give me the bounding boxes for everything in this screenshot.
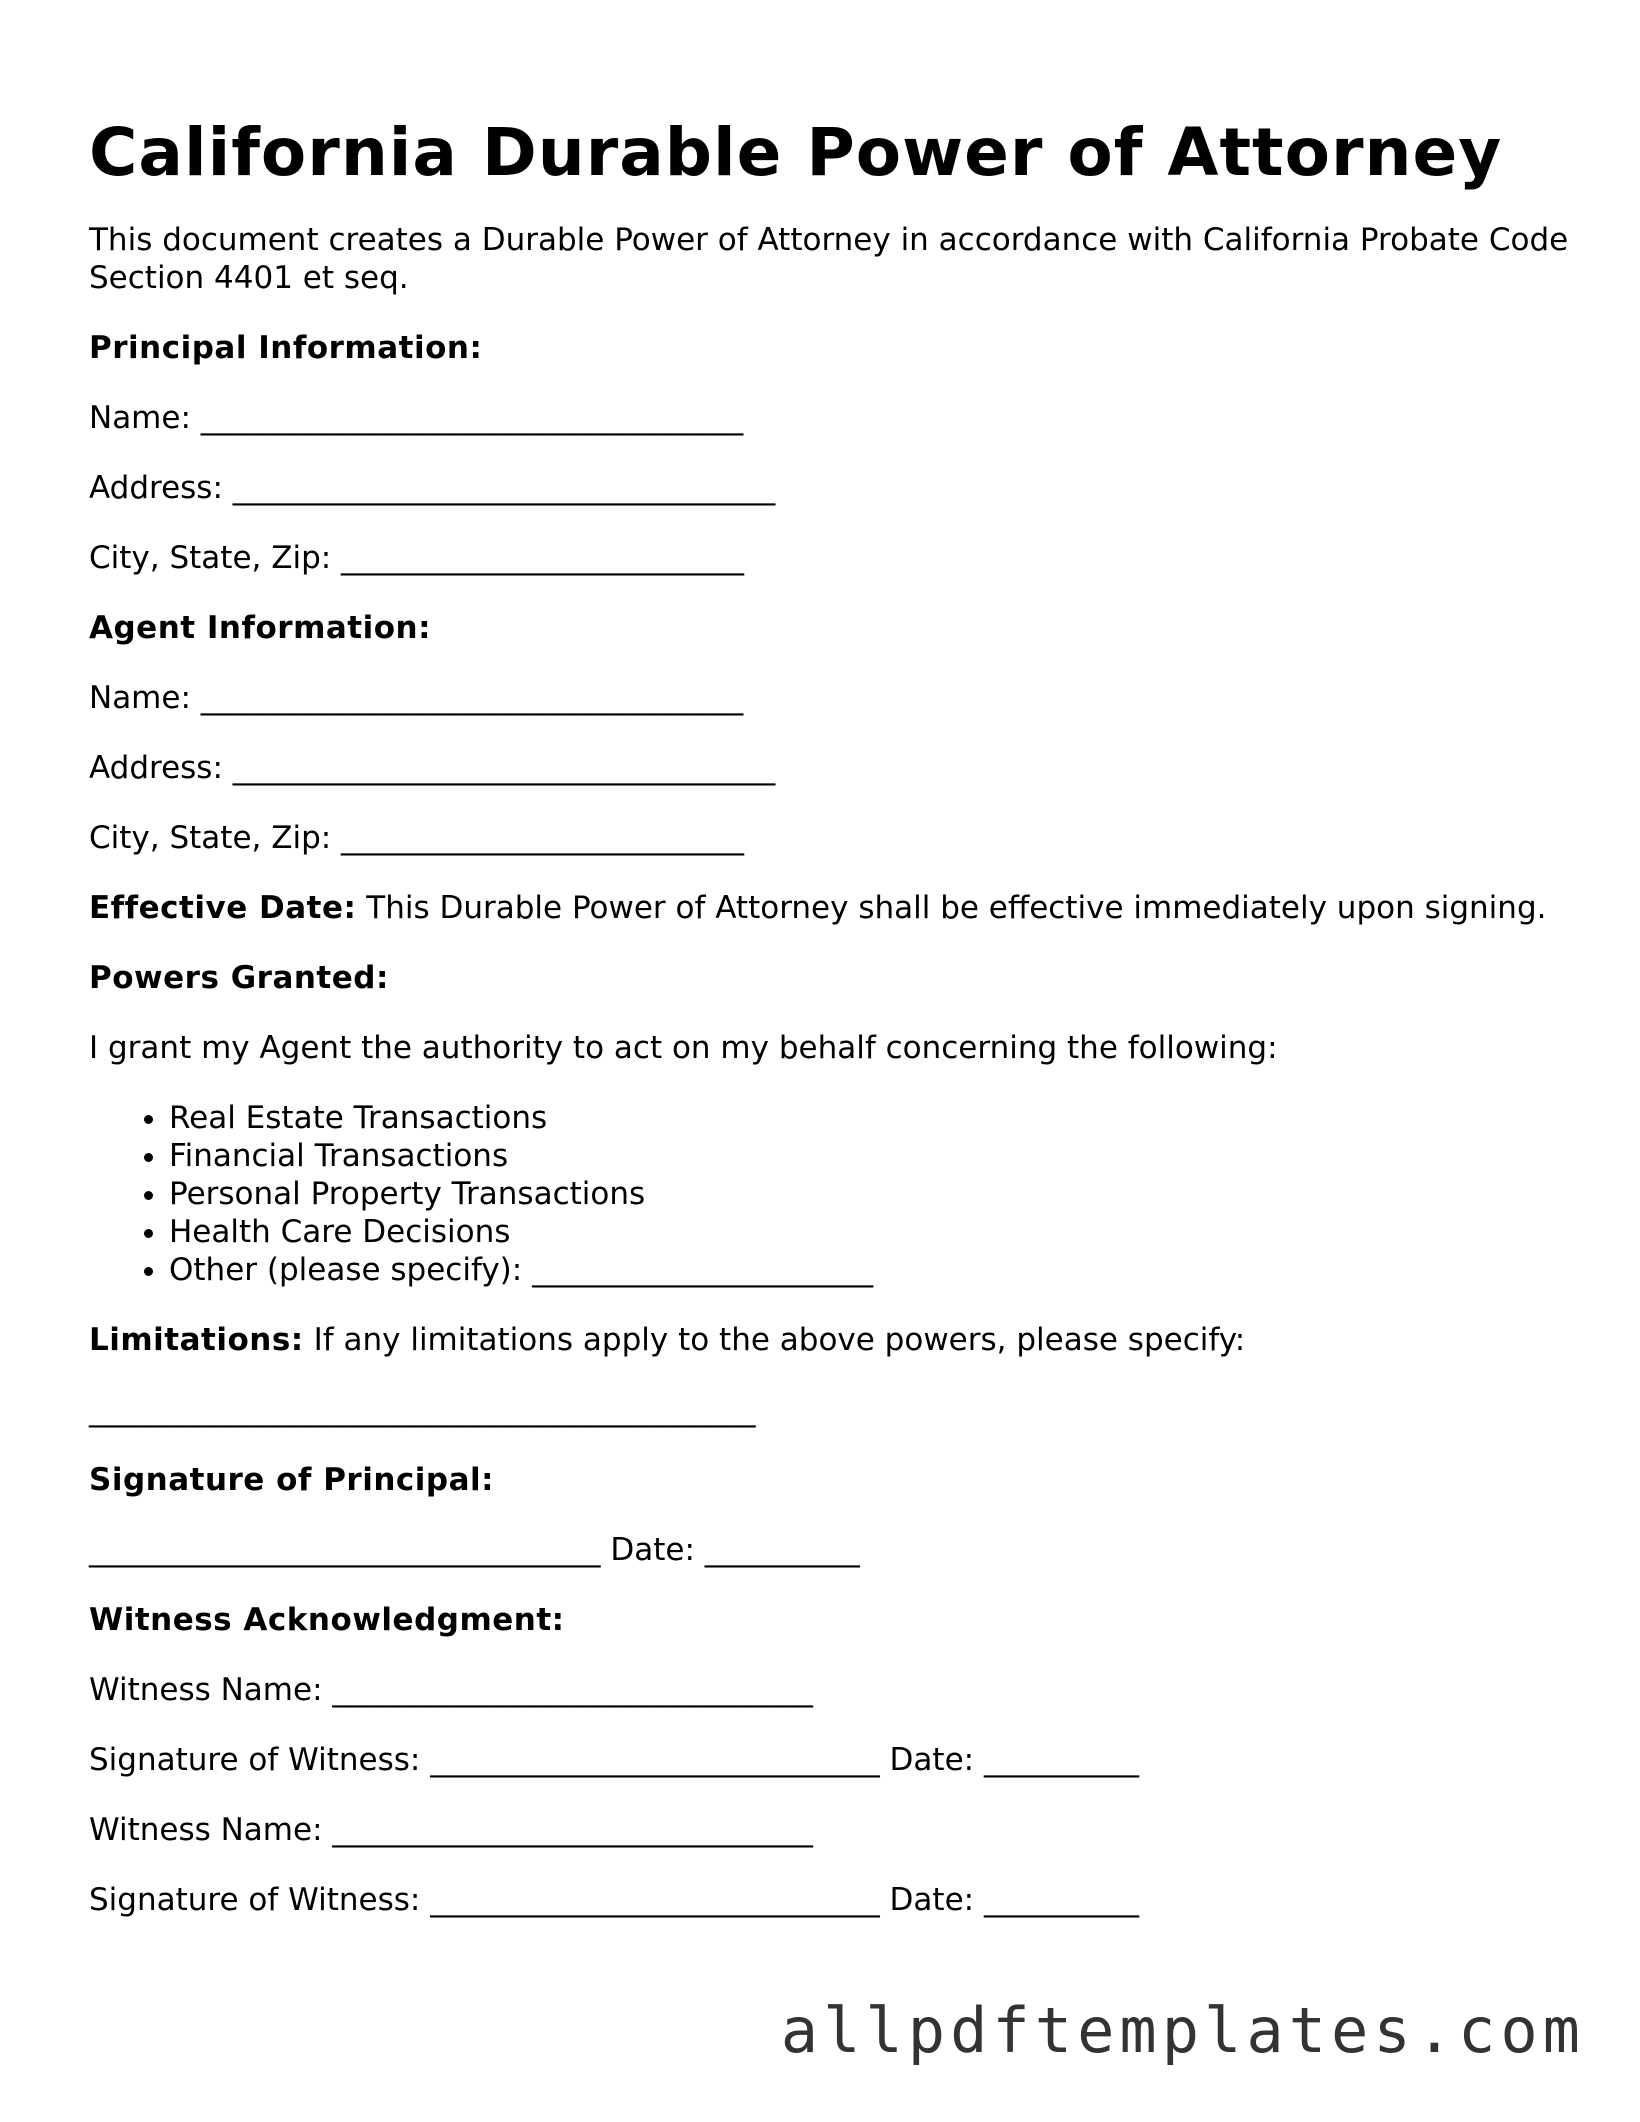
- signature-heading: Signature of Principal:: [89, 1462, 495, 1498]
- agent-heading: Agent Information:: [89, 610, 431, 646]
- list-item: • Real Estate Transactions: [169, 1099, 1569, 1137]
- principal-address-field: Address: ___________________________________: [89, 470, 776, 506]
- witness-1-name-field: Witness Name: _______________________________: [89, 1672, 813, 1708]
- effective-date-text: This Durable Power of Attorney shall be effective immediately upon signing.: [356, 890, 1547, 926]
- witness-2-signature-field: Signature of Witness: _____________________________ Date: __________: [89, 1882, 1139, 1918]
- effective-date-label: Effective Date:: [89, 890, 357, 926]
- document-title: California Durable Power of Attorney: [89, 114, 1503, 191]
- list-item: • Financial Transactions: [169, 1137, 1569, 1175]
- principal-city-field: City, State, Zip: __________________________: [89, 540, 745, 576]
- list-item: • Personal Property Transactions: [169, 1175, 1569, 1213]
- powers-intro: I grant my Agent the authority to act on my behalf concerning the following:: [89, 1030, 1278, 1066]
- powers-list: [89, 1099, 1569, 1289]
- document-page: [89, 112, 1569, 1951]
- limitations-line: ___________________________________________: [89, 1392, 756, 1428]
- agent-address-field: Address: ___________________________________: [89, 750, 776, 786]
- principal-signature-line: _________________________________ Date: __________: [89, 1532, 860, 1568]
- witness-heading: Witness Acknowledgment:: [89, 1602, 565, 1638]
- powers-heading: Powers Granted:: [89, 960, 389, 996]
- principal-name-field: Name: ___________________________________: [89, 400, 744, 436]
- agent-city-field: City, State, Zip: __________________________: [89, 820, 745, 856]
- effective-date-paragraph: [89, 889, 1569, 927]
- limitations-text: If any limitations apply to the above powers, please specify:: [303, 1322, 1246, 1358]
- limitations-label: Limitations:: [89, 1322, 304, 1358]
- watermark: allpdftemplates.com: [780, 1994, 1585, 2067]
- limitations-paragraph: [89, 1321, 1569, 1359]
- principal-heading: Principal Information:: [89, 330, 483, 366]
- list-item: • Other (please specify): ______________________: [169, 1251, 1569, 1289]
- witness-2-name-field: Witness Name: _______________________________: [89, 1812, 813, 1848]
- witness-1-signature-field: Signature of Witness: _____________________________ Date: __________: [89, 1742, 1139, 1778]
- list-item: • Health Care Decisions: [169, 1213, 1569, 1251]
- intro-paragraph: This document creates a Durable Power of Attorney in accordance with California Probate Code Section 4401 et seq.: [89, 222, 1569, 296]
- agent-name-field: Name: ___________________________________: [89, 680, 744, 716]
